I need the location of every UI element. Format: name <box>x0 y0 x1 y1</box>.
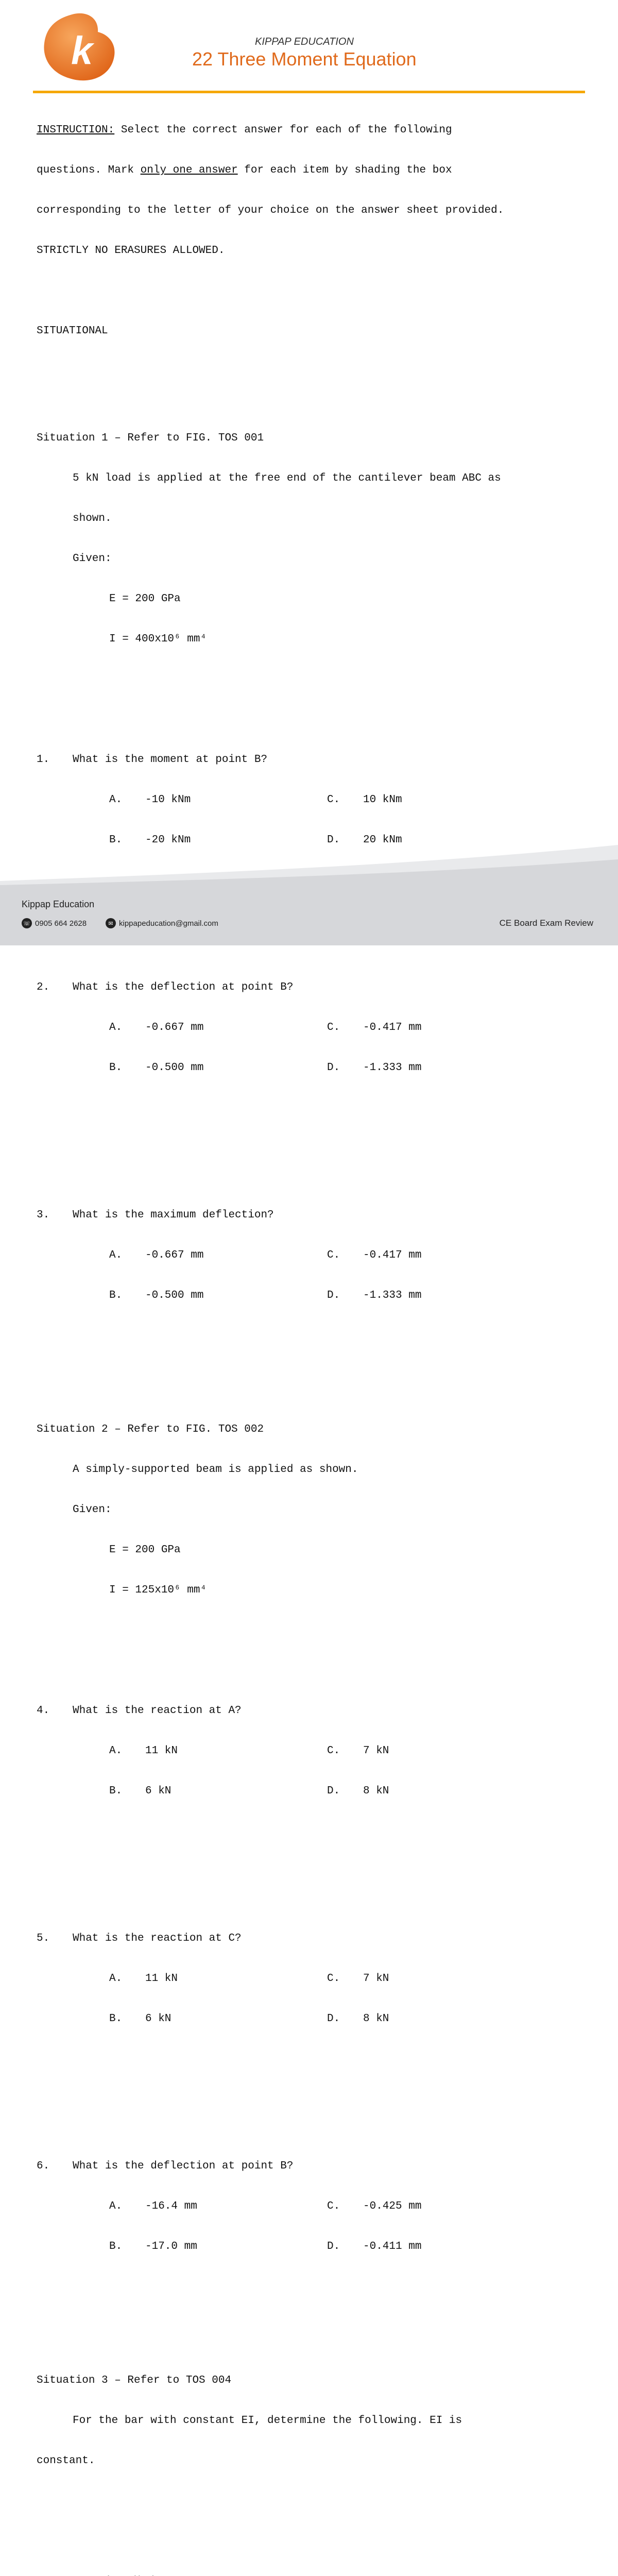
question-text: What is the maximum deflection? <box>73 1209 274 1221</box>
option-letter: B. <box>109 1062 123 1074</box>
section-label: SITUATIONAL <box>37 325 108 337</box>
option-letter: B. <box>109 1290 123 1301</box>
situation-2-heading: Situation 2 – Refer to FIG. TOS 002 <box>37 1423 264 1435</box>
option-c: 7 kN <box>363 1973 389 1985</box>
option-letter: B. <box>109 2241 123 2252</box>
question-number: 6. <box>37 2160 50 2172</box>
footer-email-text: kippapeducation@gmail.com <box>119 919 218 928</box>
option-b: -0.500 mm <box>145 1290 204 1301</box>
instruction-line-3: corresponding to the letter of your choice on the answer sheet provided. <box>37 205 504 216</box>
situation-1-given-i: I = 400x10⁶ mm⁴ <box>109 633 207 645</box>
instruction-text-2b: for each item by shading the box <box>237 164 452 176</box>
footer-tagline: CE Board Exam Review <box>499 918 593 928</box>
option-letter: C. <box>327 794 340 806</box>
mail-icon: ✉ <box>106 918 116 928</box>
instruction-label: INSTRUCTION: <box>37 124 115 136</box>
brand-name: KIPPAP EDUCATION <box>255 36 354 47</box>
question-text: What is the deflection at point B? <box>73 981 294 993</box>
instruction-text-1: Select the correct answer for each of the following <box>114 124 452 136</box>
option-a: -0.667 mm <box>145 1249 204 1261</box>
question-number: 1. <box>37 754 50 766</box>
question-number: 2. <box>37 981 50 993</box>
option-letter: B. <box>109 2013 123 2025</box>
situation-1-desc-2: shown. <box>73 513 112 524</box>
question-3 <box>37 1182 582 1329</box>
question-6 <box>37 2133 582 2280</box>
instruction-emphasis: only one answer <box>140 164 238 176</box>
option-letter: D. <box>327 1062 340 1074</box>
option-c: 7 kN <box>363 1745 389 1757</box>
question-number: 4. <box>37 1705 50 1717</box>
kippap-logo <box>41 11 118 83</box>
option-c: -0.417 mm <box>363 1022 422 1033</box>
situation-3-desc-2: constant. <box>37 2455 95 2467</box>
option-letter: C. <box>327 2200 340 2212</box>
phone-icon: ☏ <box>22 918 32 928</box>
logo-letter: k <box>71 29 93 73</box>
option-letter: C. <box>327 1022 340 1033</box>
option-c: -0.417 mm <box>363 1249 422 1261</box>
option-letter: A. <box>109 1745 123 1757</box>
situation-2-given-i: I = 125x10⁶ mm⁴ <box>109 1584 207 1596</box>
option-letter: D. <box>327 1785 340 1797</box>
option-a: -16.4 mm <box>145 2200 197 2212</box>
instruction-line-1 <box>37 124 582 137</box>
option-d: -0.411 mm <box>363 2241 422 2252</box>
option-letter: A. <box>109 2200 123 2212</box>
option-c: 10 kNm <box>363 794 402 806</box>
instruction-line-2 <box>37 164 582 177</box>
situation-1-desc-1: 5 kN load is applied at the free end of the cantilever beam ABC as <box>73 472 501 484</box>
footer-email <box>106 918 218 928</box>
option-b: 6 kN <box>145 1785 171 1797</box>
option-letter: B. <box>109 834 123 846</box>
option-a: -10 kNm <box>145 794 191 806</box>
question-text: What is the reaction at C? <box>73 1933 242 1944</box>
option-letter: B. <box>109 1785 123 1797</box>
instruction-text-2a: questions. Mark <box>37 164 141 176</box>
option-letter: A. <box>109 794 123 806</box>
header-rule <box>33 91 585 93</box>
situation-2-given: Given: <box>73 1504 112 1516</box>
option-letter: D. <box>327 834 340 846</box>
option-d: 20 kNm <box>363 834 402 846</box>
question-text: What is the moment at point B? <box>73 754 268 766</box>
option-d: 8 kN <box>363 1785 389 1797</box>
option-d: 8 kN <box>363 2013 389 2025</box>
option-d: -1.333 mm <box>363 1290 422 1301</box>
question-4 <box>37 1677 582 1825</box>
question-number: 3. <box>37 1209 50 1221</box>
option-letter: C. <box>327 1973 340 1985</box>
option-letter: D. <box>327 2013 340 2025</box>
question-7 <box>37 2548 582 2576</box>
option-letter: A. <box>109 1973 123 1985</box>
option-letter: D. <box>327 2241 340 2252</box>
situation-2-given-e: E = 200 GPa <box>109 1544 181 1556</box>
question-number: 5. <box>37 1933 50 1944</box>
option-letter: C. <box>327 1745 340 1757</box>
question-2 <box>37 954 582 1101</box>
option-a: -0.667 mm <box>145 1022 204 1033</box>
option-letter: A. <box>109 1249 123 1261</box>
option-a: 11 kN <box>145 1973 178 1985</box>
situation-3-desc-1: For the bar with constant EI, determine the following. EI is <box>73 2415 462 2427</box>
footer-phone <box>22 918 87 928</box>
question-text: What is the deflection at point B? <box>73 2160 294 2172</box>
situation-1-given-e: E = 200 GPa <box>109 593 181 605</box>
option-letter: A. <box>109 1022 123 1033</box>
footer-phone-text: 0905 664 2628 <box>35 919 87 928</box>
instruction-line-4: STRICTLY NO ERASURES ALLOWED. <box>37 245 225 257</box>
page-footer <box>0 884 618 945</box>
situation-3-heading: Situation 3 – Refer to TOS 004 <box>37 2375 232 2386</box>
option-b: -20 kNm <box>145 834 191 846</box>
option-letter: C. <box>327 1249 340 1261</box>
situation-1-given: Given: <box>73 553 112 565</box>
page-header <box>0 0 618 95</box>
situation-2-desc-1: A simply-supported beam is applied as shown. <box>73 1464 358 1476</box>
option-b: -0.500 mm <box>145 1062 204 1074</box>
option-b: -17.0 mm <box>145 2241 197 2252</box>
situation-1-heading: Situation 1 – Refer to FIG. TOS 001 <box>37 432 264 444</box>
question-5 <box>37 1905 582 2053</box>
footer-name: Kippap Education <box>22 899 95 909</box>
page-title: 22 Three Moment Equation <box>192 48 417 70</box>
question-text: What is the reaction at A? <box>73 1705 242 1717</box>
option-a: 11 kN <box>145 1745 178 1757</box>
option-d: -1.333 mm <box>363 1062 422 1074</box>
option-c: -0.425 mm <box>363 2200 422 2212</box>
option-letter: D. <box>327 1290 340 1301</box>
document-body <box>37 97 582 2576</box>
option-b: 6 kN <box>145 2013 171 2025</box>
